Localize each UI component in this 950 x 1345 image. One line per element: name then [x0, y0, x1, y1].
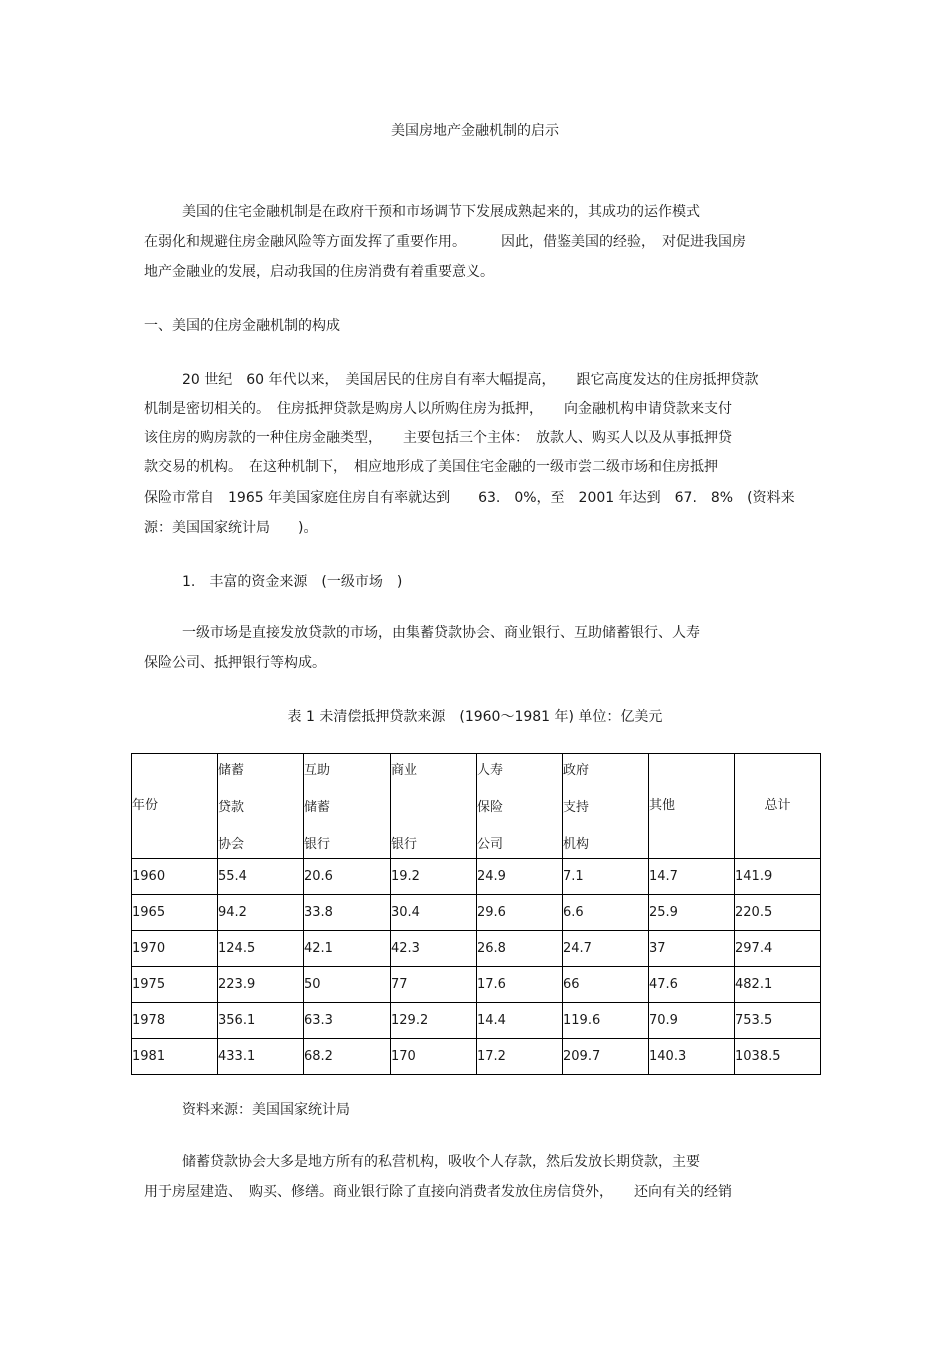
table-cell: 1038.5 — [735, 1039, 821, 1075]
table-cell: 25.9 — [649, 895, 735, 931]
section1-line-4: 款交易的机构。 在这种机制下， 相应地形成了美国住宅金融的一级市尝二级市场和住房抵押 — [144, 459, 718, 475]
intro-line-1: 美国的住宅金融机制是在政府干预和市场调节下发展成熟起来的，其成功的运作模式 — [182, 204, 700, 220]
table-cell: 1965 — [132, 895, 218, 931]
header-mutual-savings-line3: 银行 — [304, 837, 331, 852]
table-cell: 50 — [304, 967, 391, 1003]
table-header-row — [132, 754, 821, 859]
mortgage-sources-table — [131, 753, 821, 1075]
header-life-insurance-line2: 保险 — [477, 800, 504, 815]
table-cell: 24.7 — [563, 931, 649, 967]
table-cell: 30.4 — [391, 895, 477, 931]
header-commercial-bank-line3: 银行 — [391, 837, 418, 852]
table-row — [132, 967, 821, 1003]
table-cell: 220.5 — [735, 895, 821, 931]
table-cell: 433.1 — [218, 1039, 304, 1075]
table-cell: 1975 — [132, 967, 218, 1003]
header-life-insurance-line3: 公司 — [477, 837, 504, 852]
table-cell: 209.7 — [563, 1039, 649, 1075]
table-cell: 482.1 — [735, 967, 821, 1003]
table-cell: 42.1 — [304, 931, 391, 967]
closing-line-2: 用于房屋建造、 购买、修缮。商业银行除了直接向消费者发放住房信贷外， 还向有关的经销 — [144, 1184, 732, 1200]
table-cell: 170 — [391, 1039, 477, 1075]
table-cell: 124.5 — [218, 931, 304, 967]
table-row — [132, 859, 821, 895]
table-cell: 223.9 — [218, 967, 304, 1003]
table-cell: 47.6 — [649, 967, 735, 1003]
table-cell: 7.1 — [563, 859, 649, 895]
table-cell: 119.6 — [563, 1003, 649, 1039]
table-cell: 26.8 — [477, 931, 563, 967]
table-cell: 55.4 — [218, 859, 304, 895]
header-mutual-savings-line1: 互助 — [304, 763, 331, 778]
table-cell: 1970 — [132, 931, 218, 967]
table-cell: 94.2 — [218, 895, 304, 931]
table-cell: 19.2 — [391, 859, 477, 895]
subsection1-line-1: 一级市场是直接发放贷款的市场，由集蓄贷款协会、商业银行、互助储蓄银行、人寿 — [182, 625, 700, 641]
subsection1-line-2: 保险公司、抵押银行等构成。 — [144, 655, 326, 671]
header-savings-loan-line2: 贷款 — [218, 800, 245, 815]
header-commercial-bank-line1: 商业 — [391, 763, 418, 778]
table-cell: 6.6 — [563, 895, 649, 931]
table-cell: 29.6 — [477, 895, 563, 931]
header-mutual-savings-line2: 储蓄 — [304, 800, 331, 815]
header-savings-loan-line3: 协会 — [218, 837, 245, 852]
table-row — [132, 1003, 821, 1039]
table-cell: 17.6 — [477, 967, 563, 1003]
table-cell: 68.2 — [304, 1039, 391, 1075]
table-cell: 129.2 — [391, 1003, 477, 1039]
table-source-note: 资料来源：美国国家统计局 — [182, 1102, 350, 1118]
table-row — [132, 895, 821, 931]
header-government-agency-line1: 政府 — [563, 763, 590, 778]
table-cell: 1960 — [132, 859, 218, 895]
section1-line-6: 源：美国国家统计局 )。 — [144, 520, 318, 536]
section1-line-5: 保险市常自 1965 年美国家庭住房自有率就达到 63. 0%，至 2001 年达到 67. 8% (资料来 — [144, 490, 795, 506]
section1-line-1: 20 世纪 60 年代以来， 美国居民的住房自有率大幅提高， 跟它高度发达的住房抵押贷款 — [182, 372, 759, 388]
table-cell: 753.5 — [735, 1003, 821, 1039]
table-cell: 356.1 — [218, 1003, 304, 1039]
table-cell: 1978 — [132, 1003, 218, 1039]
table-cell: 77 — [391, 967, 477, 1003]
table-row — [132, 1039, 821, 1075]
table-cell: 63.3 — [304, 1003, 391, 1039]
table-cell: 1981 — [132, 1039, 218, 1075]
section1-line-3: 该住房的购房款的一种住房金融类型， 主要包括三个主体： 放款人、购买人以及从事抵押贷 — [144, 430, 732, 446]
closing-line-1: 储蓄贷款协会大多是地方所有的私营机构，吸收个人存款，然后发放长期贷款，主要 — [182, 1154, 700, 1170]
document-title: 美国房地产金融机制的启示 — [391, 123, 559, 139]
table-cell: 66 — [563, 967, 649, 1003]
header-life-insurance-line1: 人寿 — [477, 763, 504, 778]
table-cell: 24.9 — [477, 859, 563, 895]
table-cell: 14.4 — [477, 1003, 563, 1039]
table-cell: 70.9 — [649, 1003, 735, 1039]
table-cell: 141.9 — [735, 859, 821, 895]
header-government-agency-line3: 机构 — [563, 837, 590, 852]
header-total: 总计 — [764, 798, 791, 813]
table-row — [132, 931, 821, 967]
subsection-heading-1: 1. 丰富的资金来源 (一级市场 ) — [182, 574, 403, 590]
table-cell: 17.2 — [477, 1039, 563, 1075]
intro-line-2: 在弱化和规避住房金融风险等方面发挥了重要作用。 因此，借鉴美国的经验， 对促进我国房 — [144, 234, 746, 250]
header-government-agency-line2: 支持 — [563, 800, 590, 815]
header-savings-loan-line1: 储蓄 — [218, 763, 245, 778]
table-cell: 33.8 — [304, 895, 391, 931]
table-cell: 42.3 — [391, 931, 477, 967]
table-caption: 表 1 未清偿抵押贷款来源 (1960～1981 年) 单位：亿美元 — [287, 709, 663, 725]
table-cell: 297.4 — [735, 931, 821, 967]
header-other: 其他 — [649, 798, 676, 813]
section-heading-1: 一、美国的住房金融机制的构成 — [144, 318, 340, 334]
table-cell: 14.7 — [649, 859, 735, 895]
table-cell: 140.3 — [649, 1039, 735, 1075]
header-year: 年份 — [132, 798, 159, 813]
intro-line-3: 地产金融业的发展，启动我国的住房消费有着重要意义。 — [144, 264, 494, 280]
section1-line-2: 机制是密切相关的。 住房抵押贷款是购房人以所购住房为抵押， 向金融机构申请贷款来支付 — [144, 401, 732, 417]
table-cell: 20.6 — [304, 859, 391, 895]
table-cell: 37 — [649, 931, 735, 967]
